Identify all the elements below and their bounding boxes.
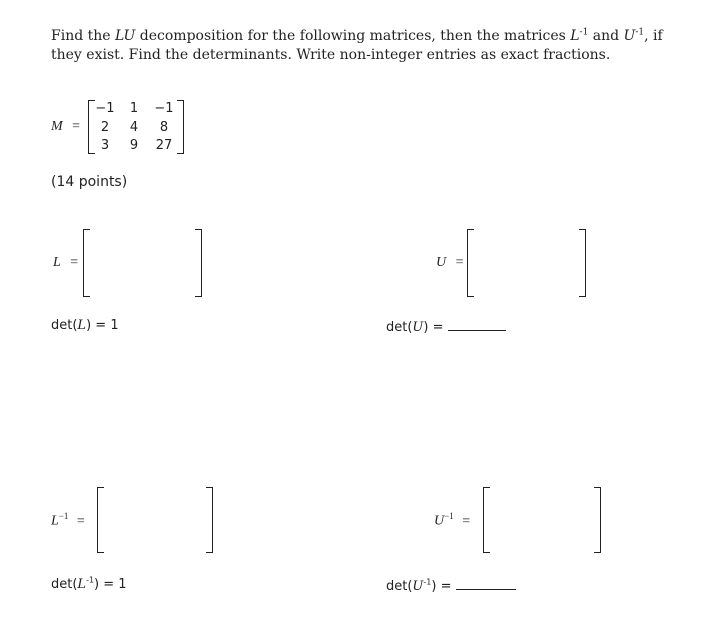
det-prefix: det( (386, 579, 413, 594)
linv-label (51, 511, 85, 530)
det-u (386, 318, 506, 335)
l-matrix-input[interactable] (83, 229, 202, 297)
m-cell: −1 (95, 101, 115, 116)
det-l-symbol: L (77, 318, 87, 333)
linv-symbol: L (51, 513, 59, 529)
det-linv-symbol: L (77, 577, 87, 592)
uinv-label (434, 511, 470, 530)
u-label (436, 255, 464, 271)
det-eq: = (436, 579, 456, 594)
prompt-text: decomposition for the following matrices, then the matrices (135, 28, 571, 44)
m-equals: = (72, 119, 81, 134)
m-cell: 2 (100, 120, 110, 135)
uinv-sup: −1 (444, 511, 454, 521)
right-bracket (206, 487, 213, 553)
m-cell: −1 (154, 101, 174, 116)
det-close: ) (431, 579, 437, 594)
det-u-input[interactable] (448, 318, 506, 331)
m-cell: 4 (129, 120, 139, 135)
u-symbol: U (436, 255, 447, 270)
uinv-equals: = (462, 513, 471, 529)
prompt-text: Find the (51, 28, 115, 44)
left-bracket (483, 487, 490, 553)
det-l (51, 318, 119, 333)
prompt-inv-sup: -1 (579, 27, 589, 38)
prompt-text: and (588, 28, 624, 44)
det-uinv-input[interactable] (456, 577, 516, 590)
matrix-m (88, 100, 184, 154)
det-prefix: det( (51, 318, 78, 333)
det-eq: = (91, 318, 111, 333)
det-uinv (386, 577, 516, 594)
right-bracket (579, 229, 586, 297)
m-symbol: M (51, 119, 63, 134)
l-label (53, 255, 78, 271)
m-cell: 1 (129, 101, 139, 116)
linv-equals: = (76, 513, 85, 529)
m-cell: 9 (129, 138, 139, 153)
prompt-u: U (623, 28, 636, 44)
points-label: (14 points) (51, 174, 128, 190)
det-u-symbol: U (412, 320, 424, 335)
prompt-text: , if they exist. Find the determinants. Write non-integer entries as exact fractions. (51, 28, 663, 63)
det-close: ) (423, 320, 429, 335)
linv-sup: −1 (58, 511, 69, 521)
l-symbol: L (53, 255, 61, 270)
det-l-value: 1 (110, 318, 119, 333)
det-close: ) (86, 318, 92, 333)
det-inv-sup: -1 (423, 577, 432, 587)
linv-matrix-input[interactable] (97, 487, 213, 553)
det-uinv-symbol: U (412, 579, 424, 594)
prompt-l: L (570, 28, 580, 44)
u-equals: = (455, 255, 464, 270)
det-eq: = (99, 577, 119, 592)
question-prompt (51, 27, 681, 65)
det-prefix: det( (386, 320, 413, 335)
m-cell: 8 (159, 120, 169, 135)
left-bracket (97, 487, 104, 553)
prompt-lu: LU (115, 28, 136, 44)
det-inv-sup: -1 (86, 575, 95, 585)
det-prefix: det( (51, 577, 78, 592)
uinv-symbol: U (434, 513, 445, 529)
right-bracket (177, 100, 184, 154)
prompt-inv-sup: -1 (635, 27, 645, 38)
right-bracket (594, 487, 601, 553)
l-equals: = (70, 255, 79, 270)
matrix-m-label (51, 119, 80, 135)
det-eq: = (428, 320, 448, 335)
right-bracket (195, 229, 202, 297)
uinv-matrix-input[interactable] (483, 487, 601, 553)
det-linv (51, 577, 127, 592)
det-close: ) (94, 577, 100, 592)
m-cell: 3 (100, 138, 110, 153)
m-cell: 27 (155, 138, 173, 153)
left-bracket (83, 229, 90, 297)
det-linv-value: 1 (118, 577, 127, 592)
left-bracket (467, 229, 474, 297)
u-matrix-input[interactable] (467, 229, 586, 297)
